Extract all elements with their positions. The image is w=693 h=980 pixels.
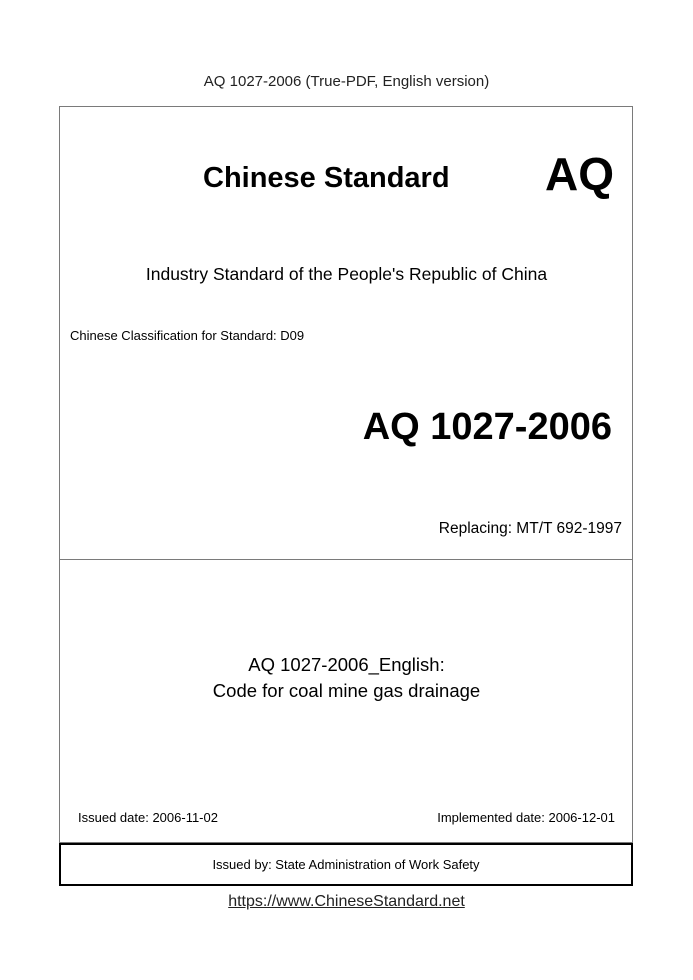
document-title: [0, 652, 693, 704]
standard-title: Chinese Standard: [203, 162, 450, 194]
document-title-line1: AQ 1027-2006_English:: [248, 654, 445, 675]
issued-by-text: Issued by: State Administration of Work Safety: [212, 857, 480, 872]
standard-mark: AQ: [545, 148, 614, 200]
industry-standard-line: Industry Standard of the People's Republic of China: [145, 264, 548, 284]
page-header: AQ 1027-2006 (True-PDF, English version): [203, 73, 490, 90]
standard-code: AQ 1027-2006: [362, 406, 612, 448]
classification-line: Chinese Classification for Standard: D09: [70, 328, 305, 343]
implemented-date: Implemented date: 2006-12-01: [437, 810, 615, 825]
document-title-line2: Code for coal mine gas drainage: [212, 680, 481, 701]
website-link[interactable]: https://www.ChineseStandard.net: [228, 893, 465, 910]
issued-date: Issued date: 2006-11-02: [78, 810, 218, 825]
replacing-line: Replacing: MT/T 692-1997: [438, 520, 622, 537]
issued-by-box: [59, 843, 633, 886]
